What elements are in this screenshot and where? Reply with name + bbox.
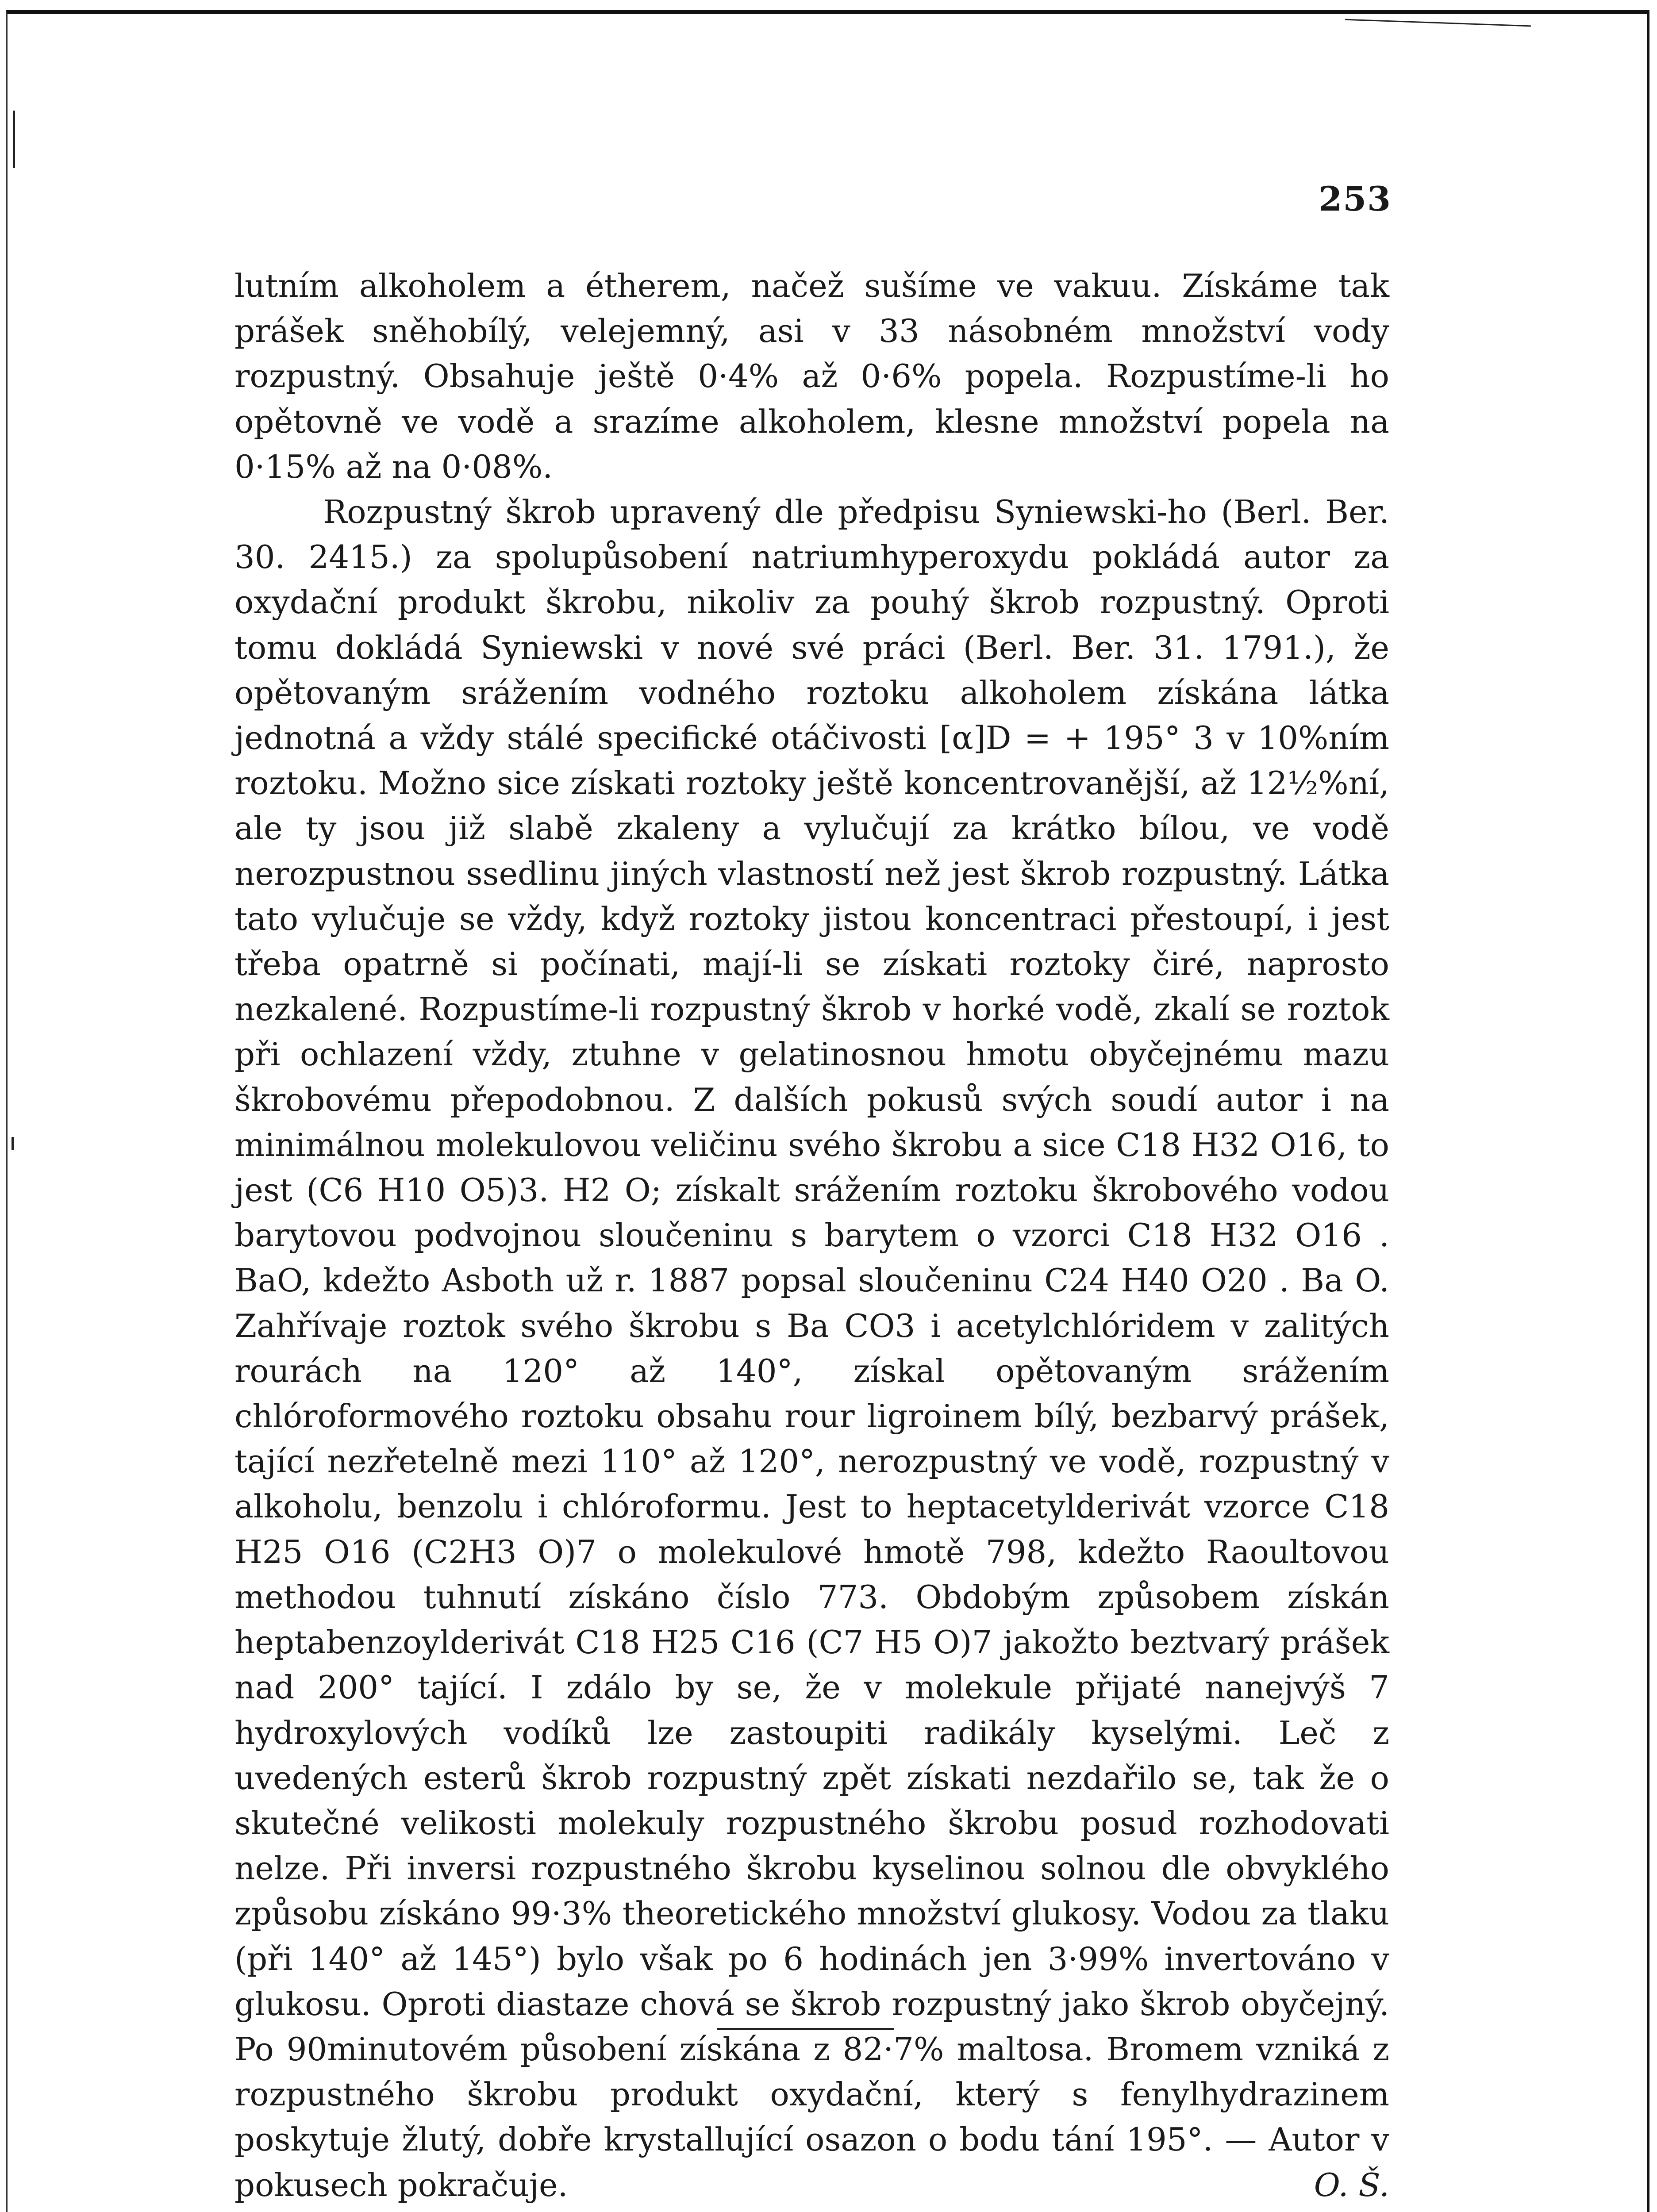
- closing-rule: [717, 2028, 894, 2030]
- paragraph-2-wrapper: [235, 489, 1389, 2208]
- author-signature: O. Š.: [1314, 2166, 1389, 2204]
- paragraph-2-text: Rozpustný škrob upravený dle předpisu Syniewski-ho (Berl. Ber. 30. 2415.) za spolupůsobení natriumhyperoxydu pokládá autor za oxydační produkt škrobu, nikoliv za pouhý škrob rozpustný. Oproti tomu dokládá Syniewski v nové své práci (Berl. Ber. 31. 1791.), že opětovaným srážením vodného roztoku alkoholem získána látka jednotná a vždy stálé specifické otáčivosti [α]D = + 195° 3 v 10%ním roztoku. Možno sice získati roztoky ještě koncentrovanější, až 12½%ní, ale ty jsou již slabě zkaleny a vylučují za krátko bílou, ve vodě nerozpustnou ssedlinu jiných vlastností než jest škrob rozpustný. Látka tato vylučuje se vždy, když roztoky jistou koncentraci přestoupí, i jest třeba opatrně si počínati, mají-li se získati roztoky čiré, naprosto nezkalené. Rozpustíme-li rozpustný škrob v horké vodě, zkalí se roztok při ochlazení vždy, ztuhne v gelatinosnou hmotu obyčejnému mazu škrobovému přepodobnou. Z dalších pokusů svých soudí autor i na minimálnou molekulovou veličinu svého škrobu a sice C18 H32 O16, to jest (C6 H10 O5)3. H2 O; získalt srážením roztoku škrobového vodou barytovou podvojnou sloučeninu s barytem o vzorci C18 H32 O16 . BaO, kdežto Asboth už r. 1887 popsal sloučeninu C24 H40 O20 . Ba O. Zahřívaje roztok svého škrobu s Ba CO3 i acetylchlóridem v zalitých rourách na 120° až 140°, získal opětovaným srážením chlóroformového roztoku obsahu rour ligroinem bílý, bezbarvý prášek, tající nezřetelně mezi 110° až 120°, nerozpustný ve vodě, rozpustný v alkoholu, benzolu i chlóroformu. Jest to heptacetylderivát vzorce C18 H25 O16 (C2H3 O)7 o molekulové hmotě 798, kdežto Raoultovou methodou tuhnutí získáno číslo 773. Obdobým způsobem získán heptabenzoylderivát C18 H25 C16 (C7 H5 O)7 jakožto beztvarý prášek nad 200° tající. I zdálo by se, že v molekule přijaté nanejvýš 7 hydroxylových vodíků lze zastoupiti radikály kyselými. Leč z uvedených esterů škrob rozpustný zpět získati nezdařilo se, tak že o skutečné velikosti molekuly rozpustného škrobu posud rozhodovati nelze. Při inversi rozpustného škrobu kyselinou solnou dle obvyklého způsobu získáno 99·3% theoretického množství glukosy. Vodou za tlaku (při 140° až 145°) bylo však po 6 hodinách jen 3·99% invertováno v glukosu. Oproti diastaze chová se škrob rozpustný jako škrob obyčejný. Po 90minutovém působení získána z 82·7% maltosa. Bromem vzniká z rozpustného škrobu produkt oxydační, který s fenylhydrazinem poskytuje žlutý, dobře krystallující osazon o bodu tání 195°. — Autor v pokusech pokračuje.: [235, 493, 1389, 2204]
- paragraph-2: [235, 489, 1389, 2208]
- paragraph-1: lutním alkoholem a étherem, načež sušíme ve vakuu. Získáme tak prášek sněhobílý, velejemný, asi v 33 násobném množství vody rozpustný. Obsahuje ještě 0·4% až 0·6% popela. Rozpustíme-li ho opětovně ve vodě a srazíme alkoholem, klesne množství popela na 0·15% až na 0·08%.: [235, 267, 1389, 485]
- page-number: 253: [1319, 179, 1392, 219]
- article-body: [235, 263, 1389, 2208]
- scan-edge-mark: [13, 111, 15, 168]
- scan-edge-mark: [12, 1137, 14, 1150]
